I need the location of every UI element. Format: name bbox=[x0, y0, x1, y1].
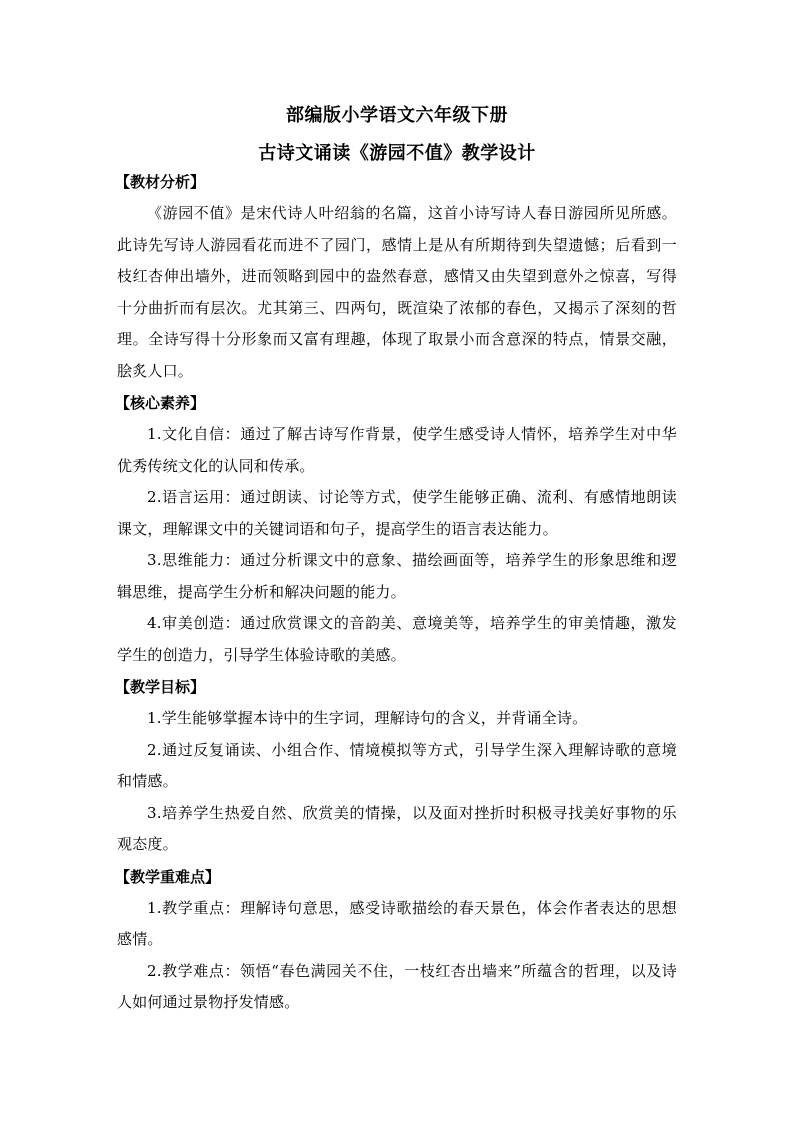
section-heading: 【核心素养】 bbox=[115, 394, 206, 412]
list-item: 2.语言运用：通过朗读、讨论等方式，使学生能够正确、流利、有感情地朗读课文，理解课文中的关键词语和句子，提高学生的语言表达能力。 bbox=[117, 488, 677, 538]
list-item: 4.审美创造：通过欣赏课文的音韵美、意境美等，培养学生的审美情趣，激发学生的创造力，引导学生体验诗歌的美感。 bbox=[117, 614, 677, 664]
list-item: 2.通过反复诵读、小组合作、情境模拟等方式，引导学生深入理解诗歌的意境和情感。 bbox=[117, 740, 677, 790]
section-heading: 【教材分析】 bbox=[115, 173, 206, 191]
list-item: 3.培养学生热爱自然、欣赏美的情操，以及面对挫折时积极寻找美好事物的乐观态度。 bbox=[117, 803, 677, 853]
list-item: 1.文化自信：通过了解古诗写作背景，使学生感受诗人情怀，培养学生对中华优秀传统文化的认同和传承。 bbox=[117, 425, 677, 475]
section-heading: 【教学重难点】 bbox=[115, 867, 221, 886]
list-item: 3.思维能力：通过分析课文中的意象、描绘画面等，培养学生的形象思维和逻辑思维，提高学生分析和解决问题的能力。 bbox=[117, 551, 677, 601]
document-page bbox=[117, 98, 677, 1019]
list-item: 1.教学重点：理解诗句意思，感受诗歌描绘的春天景色，体会作者表达的思想感情。 bbox=[117, 898, 677, 948]
paragraph: 《游园不值》是宋代诗人叶绍翁的名篇，这首小诗写诗人春日游园所见所感。此诗先写诗人游园看花而进不了园门，感情上是从有所期待到失望遗憾；后看到一枝红杏伸出墙外，进而领略到园中的盎然春意，感情又由失望到意外之惊喜，写得十分曲折而有层次。尤其第三、四两句，既渲染了浓郁的春色，又揭示了深刻的哲理。全诗写得十分形象而又富有理趣，体现了取景小而含意深的特点，情景交融，脍炙人口。 bbox=[117, 204, 677, 380]
list-item: 2.教学难点：领悟“春色满园关不住，一枝红杏出墙来”所蕴含的哲理，以及诗人如何通过景物抒发情感。 bbox=[117, 961, 677, 1011]
document-title: 部编版小学语文六年级下册 bbox=[286, 105, 508, 126]
section-teaching-goals bbox=[117, 671, 677, 861]
section-core-literacy bbox=[117, 387, 677, 671]
list-item: 1.学生能够掌握本诗中的生字词，理解诗句的含义，并背诵全诗。 bbox=[147, 709, 588, 727]
document-subtitle: 古诗文诵读《游园不值》教学设计 bbox=[258, 143, 536, 164]
section-textbook-analysis bbox=[117, 166, 677, 387]
section-heading: 【教学目标】 bbox=[115, 678, 206, 696]
section-key-difficult-points bbox=[117, 861, 677, 1019]
